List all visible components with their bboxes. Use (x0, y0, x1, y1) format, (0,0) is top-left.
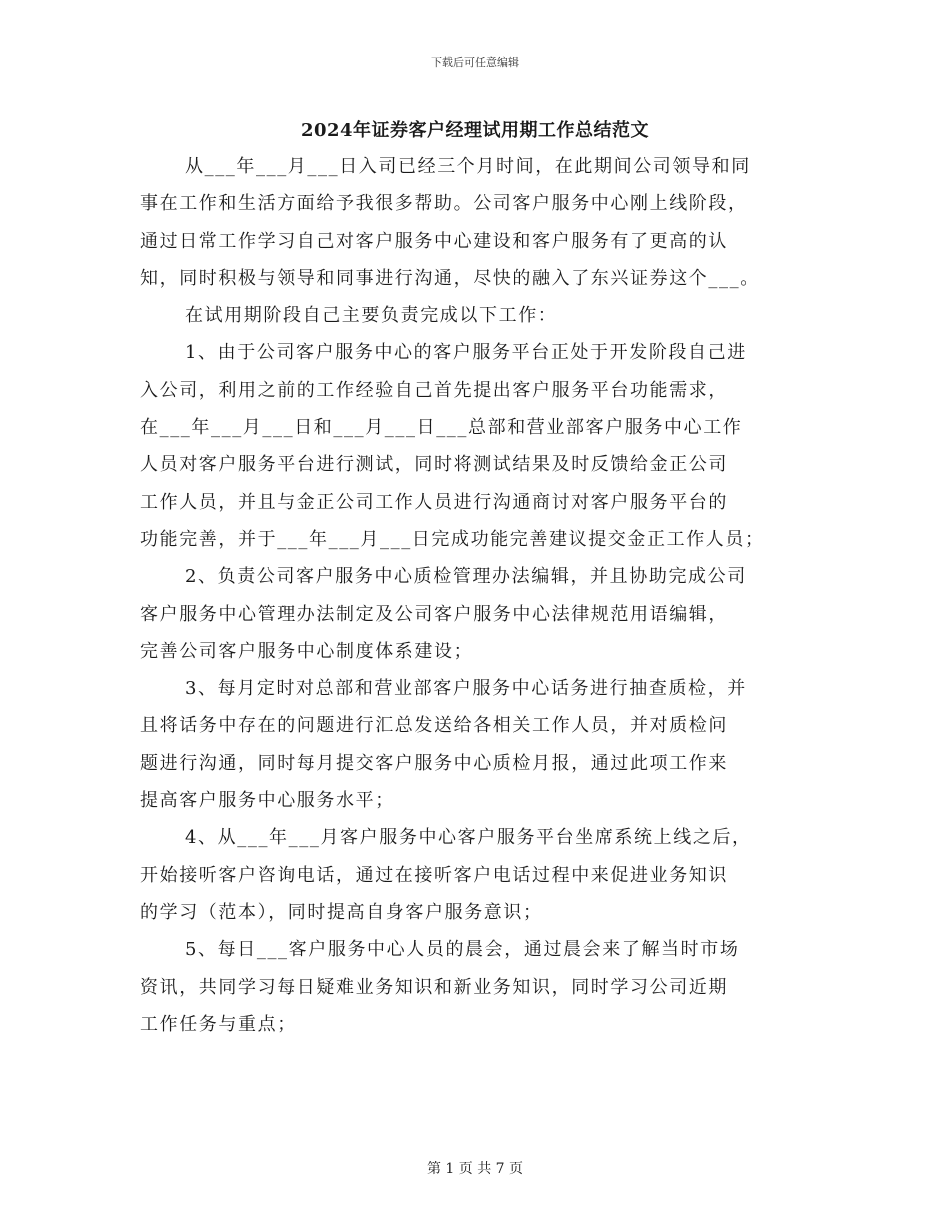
document-title: 2024年证券客户经理试用期工作总结范文 (300, 120, 650, 141)
paragraph-line: 开始接听客户咨询电话，通过在接听客户电话过程中来促进业务知识 (140, 864, 728, 886)
paragraph-line: 功能完善，并于___年___月___日完成功能完善建议提交金正工作人员； (140, 528, 765, 550)
paragraph-line: 1、由于公司客户服务中心的客户服务平台正处于开发阶段自己进 (185, 342, 747, 364)
paragraph-line: 资讯，共同学习每日疑难业务知识和新业务知识，同时学习公司近期 (140, 976, 728, 998)
paragraph-line: 工作人员，并且与金正公司工作人员进行沟通商讨对客户服务平台的 (140, 491, 728, 513)
paragraph-line: 5、每日___客户服务中心人员的晨会，通过晨会来了解当时市场 (185, 939, 740, 961)
paragraph-line: 完善公司客户服务中心制度体系建设； (140, 640, 474, 662)
paragraph-line: 客户服务中心管理办法制定及公司客户服务中心法律规范用语编辑， (140, 603, 728, 625)
paragraph-line: 工作任务与重点； (140, 1013, 297, 1035)
paragraph-line: 且将话务中存在的问题进行汇总发送给各相关工作人员，并对质检问 (140, 715, 728, 737)
paragraph-line: 的学习（范本），同时提高自身客户服务意识； (140, 901, 543, 923)
paragraph-line: 提高客户服务中心服务水平； (140, 790, 395, 812)
page-header: 下载后可任意编辑 (431, 56, 519, 69)
paragraph-line: 通过日常工作学习自己对客户服务中心建设和客户服务有了更高的认 (140, 230, 728, 252)
page-footer: 第 1 页 共 7 页 (426, 1161, 524, 1177)
paragraph-line: 入公司，利用之前的工作经验自己首先提出客户服务平台功能需求， (140, 379, 728, 401)
document-body (140, 148, 820, 1043)
paragraph-line: 4、从___年___月客户服务中心客户服务平台坐席系统上线之后， (185, 827, 752, 849)
paragraph-line: 2、负责公司客户服务中心质检管理办法编辑，并且协助完成公司 (185, 566, 747, 588)
paragraph-line: 从___年___月___日入司已经三个月时间，在此期间公司领导和同 (185, 156, 751, 177)
paragraph-line: 3、每月定时对总部和营业部客户服务中心话务进行抽查质检，并 (185, 678, 747, 700)
paragraph-line: 人员对客户服务平台进行测试，同时将测试结果及时反馈给金正公司 (140, 454, 728, 476)
paragraph-line: 题进行沟通，同时每月提交客户服务中心质检月报，通过此项工作来 (140, 752, 728, 774)
paragraph-line: 在试用期阶段自己主要负责完成以下工作： (185, 305, 558, 327)
paragraph-line: 知，同时积极与领导和同事进行沟通，尽快的融入了东兴证券这个___。 (140, 267, 760, 289)
paragraph-line: 在___年___月___日和___月___日___总部和营业部客户服务中心工作 (140, 417, 743, 439)
paragraph-line: 事在工作和生活方面给予我很多帮助。公司客户服务中心刚上线阶段， (140, 193, 748, 215)
